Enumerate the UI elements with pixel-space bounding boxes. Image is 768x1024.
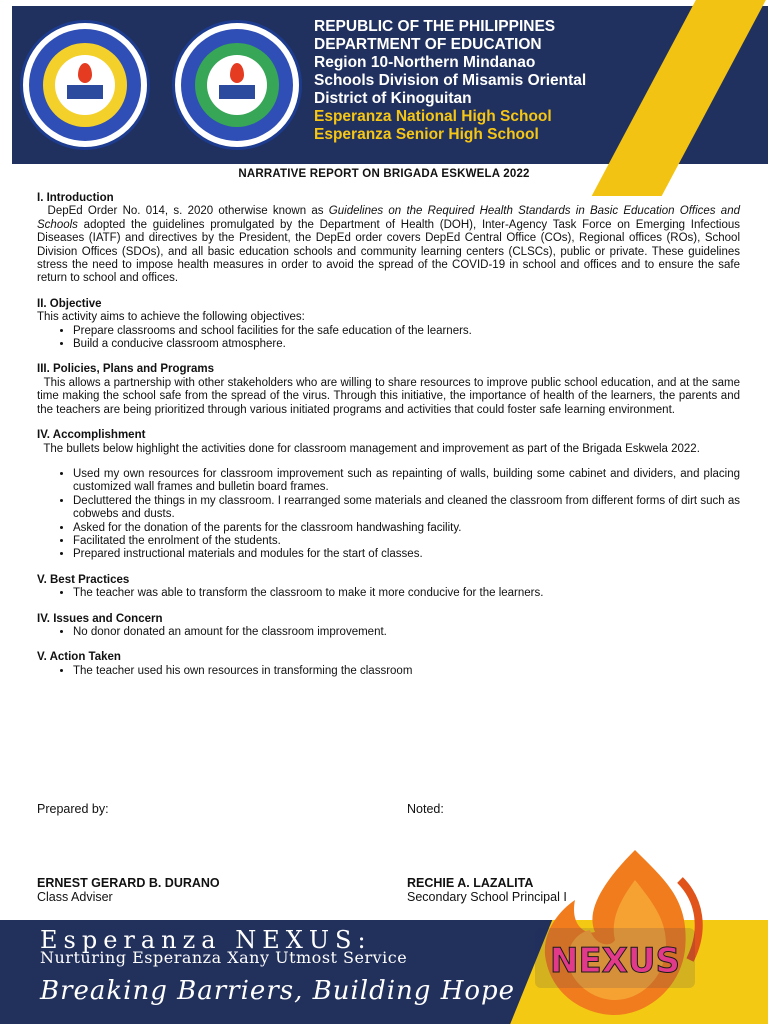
footer-tagline: Breaking Barriers, Building Hope bbox=[40, 976, 516, 1006]
section-objective bbox=[37, 298, 740, 352]
footer-subtitle: Nurturing Esperanza Xany Utmost Service bbox=[40, 948, 408, 967]
school-name: Esperanza National High School bbox=[314, 108, 552, 125]
issues-list bbox=[37, 626, 740, 639]
section-accomplishment bbox=[37, 429, 740, 562]
list-item: • Decluttered the things in my classroom. I rearranged some materials and cleaned the classroom from different forms of dirt such as cobwebs and dusts. bbox=[73, 495, 740, 522]
section-action-taken bbox=[37, 651, 740, 678]
list-item: • No donor donated an amount for the classroom improvement. bbox=[73, 626, 740, 639]
section-paragraph: The bullets below highlight the activities done for classroom management and improvement as part of the Brigada Eskwela 2022. bbox=[43, 442, 700, 455]
noter-name: RECHIE A. LAZALITA bbox=[407, 876, 534, 890]
torch-flame-icon bbox=[230, 63, 244, 83]
list-item: • Asked for the donation of the parents for the classroom handwashing facility. bbox=[73, 522, 740, 535]
action-list bbox=[37, 665, 740, 678]
section-heading: V. Best Practices bbox=[37, 573, 130, 586]
section-heading: IV. Issues and Concern bbox=[37, 612, 163, 625]
section-heading: III. Policies, Plans and Programs bbox=[37, 363, 215, 376]
preparer-title: Class Adviser bbox=[37, 890, 113, 904]
report-body bbox=[37, 192, 740, 690]
list-item: • Build a conducive classroom atmosphere. bbox=[73, 338, 740, 351]
section-issues bbox=[37, 613, 740, 640]
section-paragraph: DepEd Order No. 014, s. 2020 otherwise known as Guidelines on the Required Health Standards in Basic Education Offices and Schools adopted the guidelines promulgated by the Department of Health (DOH), Inter-Agency Task Force on Emerging Infectious Diseases (IATF) and directives by the President, the DepEd order covers DepEd Central Office (COs), Regional offices (ROs), School Division Offices (SDOs), and all basic education schools and community learning centers (CLSCs), public or private. These guidelines stress the need to impose health measures in order to avoid the spread of the COVID-19 in school and offices and to ensure the safe return to school and offices. bbox=[37, 205, 740, 285]
section-policies bbox=[37, 363, 740, 417]
preparer-signature bbox=[37, 876, 220, 904]
accent-stripe bbox=[592, 0, 768, 196]
section-best-practices bbox=[37, 574, 740, 601]
torch-flame-icon bbox=[78, 63, 92, 83]
school-name: Esperanza Senior High School bbox=[314, 126, 539, 143]
book-icon bbox=[219, 85, 255, 99]
section-heading: I. Introduction bbox=[37, 192, 114, 204]
list-item: • Prepared instructional materials and modules for the start of classes. bbox=[73, 548, 740, 561]
book-icon bbox=[67, 85, 103, 99]
accomplishment-list bbox=[37, 468, 740, 562]
section-heading: II. Objective bbox=[37, 297, 102, 310]
report-title: NARRATIVE REPORT ON BRIGADA ESKWELA 2022 bbox=[238, 168, 530, 180]
section-heading: V. Action Taken bbox=[37, 651, 121, 664]
letterhead-line: Region 10-Northern Mindanao bbox=[314, 54, 536, 71]
list-item: • The teacher used his own resources in transforming the classroom bbox=[73, 665, 740, 678]
objective-list bbox=[37, 325, 740, 352]
footer-brand: Esperanza NEXUS: bbox=[40, 926, 372, 954]
noted-block bbox=[407, 802, 444, 816]
prepared-by-label: Prepared by: bbox=[37, 802, 109, 816]
section-introduction bbox=[37, 192, 740, 286]
preparer-name: ERNEST GERARD B. DURANO bbox=[37, 876, 220, 890]
letterhead-text bbox=[314, 18, 586, 144]
list-item: • Facilitated the enrolment of the students. bbox=[73, 535, 740, 548]
section-paragraph: This allows a partnership with other stakeholders who are willing to share resources to improve public school education, and at the same time making the school safe from the spread of the virus. Through this initiative, the importance of health of the learners, the parents and the teachers are being prioritized through various initiated programs and activities that could foster safe learning environment. bbox=[37, 376, 741, 416]
nexus-flame-logo bbox=[515, 840, 715, 1020]
noted-label: Noted: bbox=[407, 802, 444, 816]
section-paragraph: This activity aims to achieve the following objectives: bbox=[37, 311, 305, 324]
list-item: • Used my own resources for classroom improvement such as repainting of walls, building some cabinet and dividers, and placing customized wall frames and bulletin board frames. bbox=[73, 468, 740, 495]
best-practices-list bbox=[37, 587, 740, 600]
prepared-by-block bbox=[37, 802, 109, 816]
section-heading: IV. Accomplishment bbox=[37, 429, 146, 442]
noter-title: Secondary School Principal I bbox=[407, 890, 567, 904]
list-item: • Prepare classrooms and school facilities for the safe education of the learners. bbox=[73, 325, 740, 338]
letterhead-line: DEPARTMENT OF EDUCATION bbox=[314, 36, 542, 53]
school-seal-national bbox=[20, 20, 150, 150]
letterhead-line: Schools Division of Misamis Oriental bbox=[314, 72, 587, 89]
list-item: • The teacher was able to transform the classroom to make it more conducive for the learners. bbox=[73, 587, 740, 600]
letterhead-line: District of Kinoguitan bbox=[314, 90, 472, 107]
svg-text:NEXUS: NEXUS bbox=[550, 941, 680, 981]
letterhead-line: REPUBLIC OF THE PHILIPPINES bbox=[314, 18, 556, 35]
school-seal-senior bbox=[172, 20, 302, 150]
